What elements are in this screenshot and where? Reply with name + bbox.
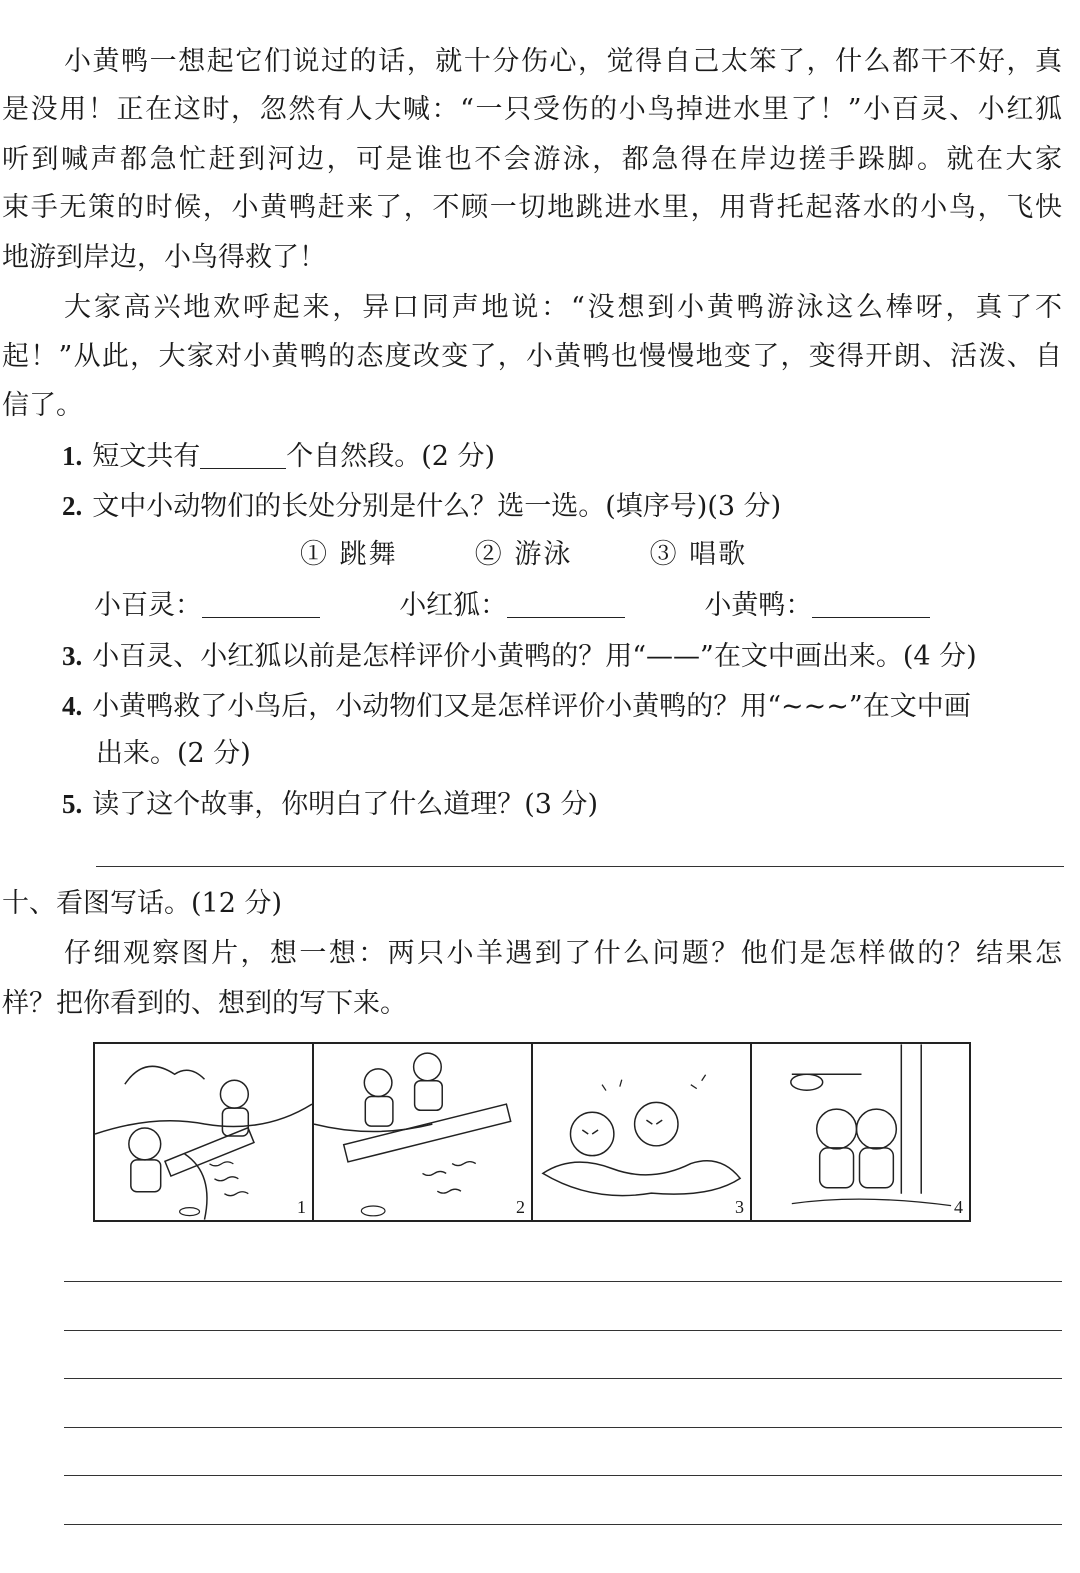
writing-line[interactable] [64, 1330, 1062, 1331]
question-text: 读了这个故事，你明白了什么道理？(3 分) [92, 789, 599, 820]
writing-line[interactable] [64, 1281, 1062, 1282]
passage-line: 小黄鸭一想起它们说过的话，就十分伤心，觉得自己太笨了，什么都干不好，真 [64, 46, 1062, 77]
animal-label-lark: 小百灵： [94, 590, 202, 621]
question-number: 5. [62, 789, 83, 819]
answer-blank-duck[interactable] [812, 587, 930, 618]
question-number: 4. [62, 691, 83, 721]
section-heading: 十、看图写话。(12 分) [2, 888, 283, 919]
passage-line: 地游到岸边，小鸟得救了！ [2, 242, 326, 273]
wet-goats-sitting-illustration [752, 1044, 969, 1220]
question-4 [62, 682, 1062, 730]
question-2 [62, 482, 962, 530]
question-text: 文中小动物们的长处分别是什么？选一选。(填序号)(3 分) [92, 491, 782, 522]
goats-meet-at-river-illustration [95, 1044, 312, 1220]
question-3 [62, 632, 1062, 680]
animal-label-duck: 小黄鸭： [704, 590, 813, 621]
writing-line[interactable] [64, 1475, 1062, 1476]
option-dance: ① 跳舞 [300, 539, 398, 570]
option-swim: ② 游泳 [474, 539, 573, 570]
question-number: 1. [62, 441, 83, 471]
panel-number: 2 [516, 1197, 525, 1217]
passage-line: 是没用！正在这时，忽然有人大喊：“一只受伤的小鸟掉进水里了！”小百灵、小红狐 [2, 94, 1062, 125]
passage-line: 起！”从此，大家对小黄鸭的态度改变了，小黄鸭也慢慢地变了，变得开朗、活泼、自 [2, 341, 1062, 372]
animal-answer-row [94, 582, 954, 630]
question-text: 小百灵、小红狐以前是怎样评价小黄鸭的？用“——”在文中画出来。(4 分) [92, 641, 977, 672]
answer-line-q5[interactable] [96, 866, 1064, 867]
writing-line[interactable] [64, 1427, 1062, 1428]
answer-blank-lark[interactable] [202, 587, 320, 618]
panel-number: 3 [735, 1197, 744, 1217]
question-5 [62, 780, 962, 828]
passage-line: 大家高兴地欢呼起来，异口同声地说：“没想到小黄鸭游泳这么棒呀，真了不 [64, 292, 1062, 323]
comic-panel-1 [95, 1044, 314, 1220]
writing-line[interactable] [64, 1524, 1062, 1525]
panel-number: 1 [297, 1197, 306, 1217]
question-text: 个自然段。(2 分) [286, 441, 496, 472]
passage-line: 听到喊声都急忙赶到河边，可是谁也不会游泳，都急得在岸边搓手跺脚。就在大家 [2, 144, 1062, 175]
option-sing: ③ 唱歌 [649, 539, 748, 570]
goats-on-log-bridge-illustration [314, 1044, 531, 1220]
answer-blank-fox[interactable] [507, 587, 625, 618]
passage-line: 信了。 [2, 390, 83, 421]
answer-blank[interactable] [200, 438, 286, 469]
option-row [300, 531, 900, 579]
section-instruction: 仔细观察图片，想一想：两只小羊遇到了什么问题？他们是怎样做的？结果怎 [64, 938, 1062, 969]
question-text: 小黄鸭救了小鸟后，小动物们又是怎样评价小黄鸭的？用“~~~”在文中画 [92, 691, 971, 722]
question-1 [62, 432, 962, 480]
question-number: 3. [62, 641, 83, 671]
writing-line[interactable] [64, 1378, 1062, 1379]
comic-panel-2 [314, 1044, 533, 1220]
animal-label-fox: 小红狐： [399, 590, 508, 621]
goats-fall-in-water-illustration [533, 1044, 750, 1220]
comic-strip [93, 1042, 971, 1222]
question-4-cont: 出来。(2 分) [96, 738, 251, 769]
panel-number: 4 [954, 1197, 963, 1217]
question-number: 2. [62, 491, 83, 521]
question-text: 短文共有 [92, 441, 201, 472]
comic-panel-4 [752, 1044, 969, 1220]
comic-panel-3 [533, 1044, 752, 1220]
passage-line: 束手无策的时候，小黄鸭赶来了，不顾一切地跳进水里，用背托起落水的小鸟，飞快 [2, 192, 1062, 223]
section-instruction: 样？把你看到的、想到的写下来。 [2, 988, 407, 1019]
